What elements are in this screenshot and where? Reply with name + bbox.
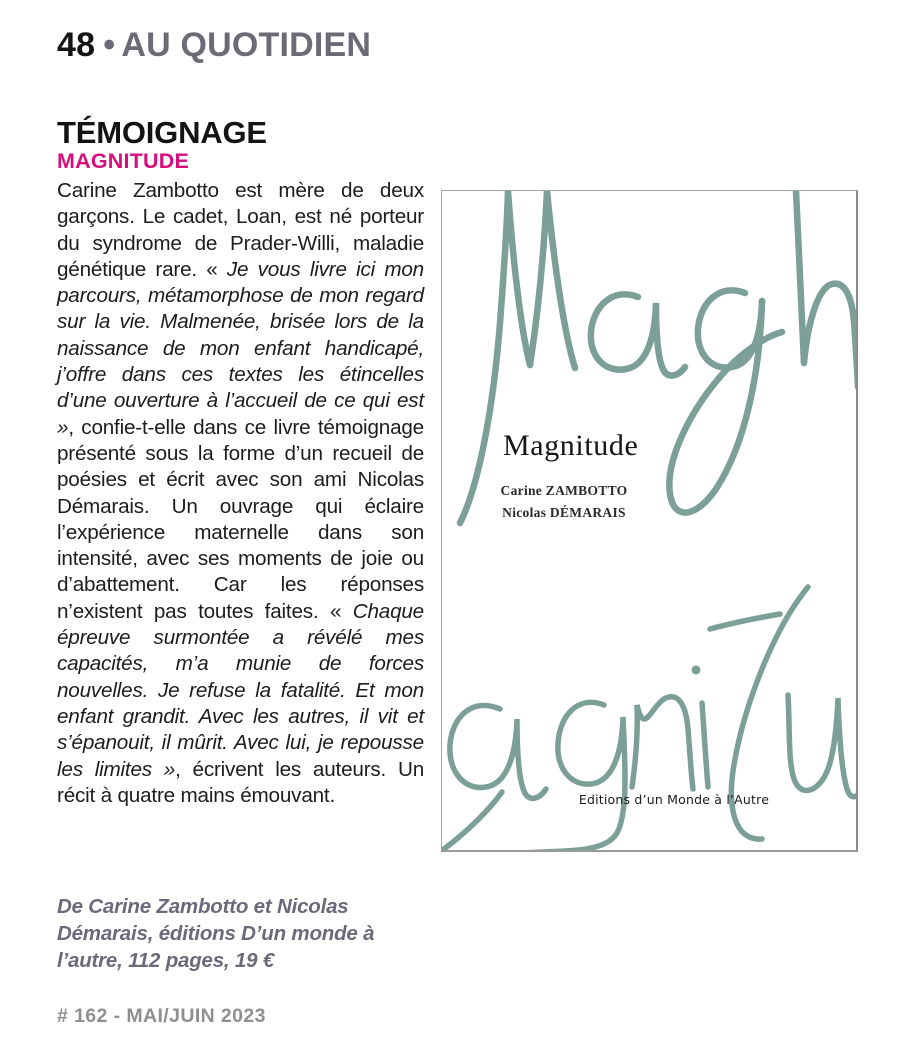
article-headline: MAGNITUDE (57, 149, 189, 173)
book-authors (442, 480, 686, 524)
book-author: Nicolas DÉMARAIS (502, 505, 626, 520)
article-kicker: TÉMOIGNAGE (57, 115, 267, 150)
book-author: Carine ZAMBOTTO (500, 483, 628, 498)
bullet-separator: • (103, 26, 116, 64)
article-body: Carine Zambotto est mère de deux garçons. Le cadet, Loan, est né porteur du syndrome de Prader-Willi, maladie génétique rare. « Je vous livre ici mon parcours, métamorphose de mon regard sur la vie. Malmenée, brisée lors de la naissance de mon enfant handicapé, j’offre dans ces textes les étincelles d’une ouverture à l’accueil de ce qui est », confie-t-elle dans ce livre témoignage présenté sous la forme d’un recueil de poésies et écrit avec son ami Nicolas Démarais. Un ouvrage qui éclaire l’expérience maternelle dans son intensité, avec ses moments de joie ou d’abattement. Car les réponses n’existent pas toutes faites. « Chaque épreuve surmontée a révélé mes capacités, m’a munie de forces nouvelles. Je refuse la fatalité. Et mon enfant grandit. Avec les autres, il vit et s’épanouit, il mûrit. Avec lui, je repousse les limites », écrivent les auteurs. Un récit à quatre mains émouvant. (57, 179, 424, 807)
book-cover-image (441, 190, 858, 852)
section-title: AU QUOTIDIEN (121, 26, 372, 64)
script-word-top (460, 191, 858, 523)
issue-footer: # 162 - MAI/JUIN 2023 (57, 1005, 266, 1027)
book-publisher: Editions d’un Monde à l’Autre (578, 792, 770, 807)
article-credit: De Carine Zambotto et Nicolas Démarais, éditions D’un monde à l’autre, 112 pages, 19 € (57, 895, 375, 972)
book-title: Magnitude (503, 429, 639, 462)
script-word-bottom (444, 587, 858, 852)
page-number: 48 (57, 26, 96, 64)
page-header (57, 26, 371, 65)
